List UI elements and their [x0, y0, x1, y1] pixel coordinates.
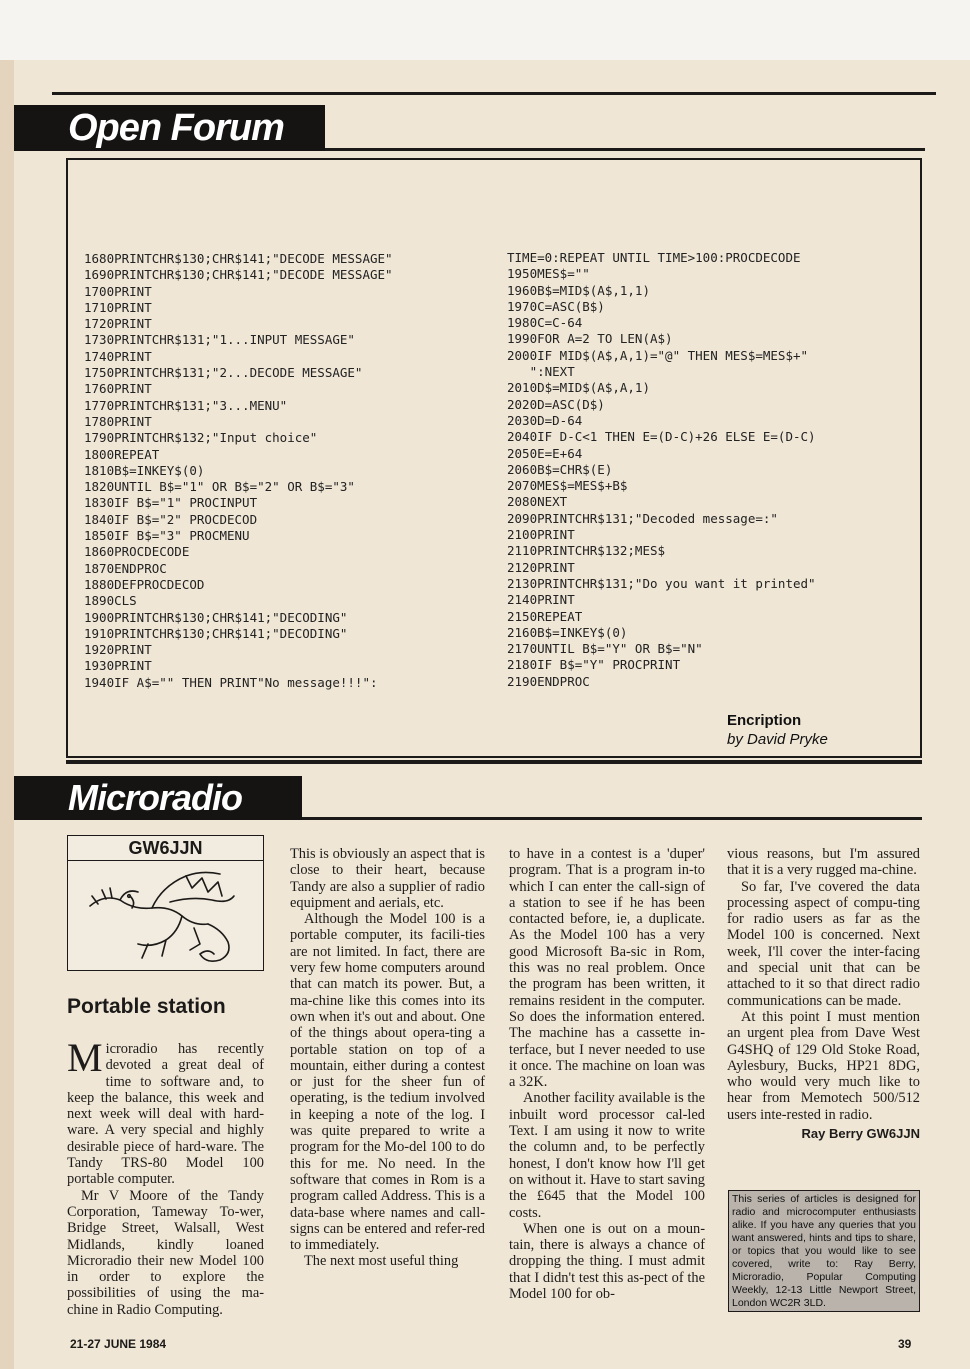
article-column-3 — [509, 846, 705, 1302]
code-line: 1710PRINT — [84, 299, 152, 315]
code-line: 1890CLS — [84, 593, 137, 609]
code-listing-left — [84, 251, 393, 691]
code-line: 2010D$=MID$(A$,A,1) — [507, 380, 650, 396]
code-line: 1930PRINT — [84, 658, 152, 674]
article-paragraph: Mr V Moore of the Tandy Corporation, Tameway To-wer, Bridge Street, Walsall, West Midlands, kindly loaned Microradio their new Model 100 in order to explore the possibilities of using the ma-chine in Radio Computing. — [67, 1187, 264, 1318]
code-line: 2170UNTIL B$="Y" OR B$="N" — [507, 641, 703, 657]
code-line: 1920PRINT — [84, 642, 152, 658]
code-line: 2110PRINTCHR$132;MES$ — [507, 543, 666, 559]
code-line: 1870ENDPROC — [84, 560, 167, 576]
code-line: 1980C=C-64 — [507, 315, 583, 331]
code-line: 2130PRINTCHR$131;"Do you want it printed" — [507, 575, 816, 591]
code-line: 2080NEXT — [507, 494, 568, 510]
callsign-box — [67, 835, 264, 971]
code-line: 2070MES$=MES$+B$ — [507, 478, 628, 494]
scan-margin-left — [0, 60, 14, 1369]
code-line: 1990FOR A=2 TO LEN(A$) — [507, 331, 673, 347]
code-line: 1780PRINT — [84, 413, 152, 429]
code-line: 2150REPEAT — [507, 608, 583, 624]
article-column-2 — [290, 846, 485, 1270]
code-line: 2140PRINT — [507, 592, 575, 608]
article-column-4 — [727, 846, 920, 1142]
article-heading: Portable station — [67, 995, 226, 1018]
code-line: 1900PRINTCHR$130;CHR$141;"DECODING" — [84, 609, 348, 625]
article-paragraph: vious reasons, but I'm assured that it is a very rugged ma-chine. — [727, 846, 920, 879]
code-line: 2120PRINT — [507, 559, 575, 575]
code-line: 1820UNTIL B$="1" OR B$="2" OR B$="3" — [84, 479, 355, 495]
code-line: 1760PRINT — [84, 381, 152, 397]
code-line: 2180IF B$="Y" PROCPRINT — [507, 657, 681, 673]
code-line: 2160B$=INKEY$(0) — [507, 624, 628, 640]
issue-date: 21-27 JUNE 1984 — [70, 1337, 167, 1351]
code-line: 1950MES$="" — [507, 266, 590, 282]
author-signoff: Ray Berry GW6JJN — [801, 1126, 920, 1142]
code-line: 1790PRINTCHR$132;"Input choice" — [84, 430, 318, 446]
code-line: 2100PRINT — [507, 527, 575, 543]
top-rule — [52, 92, 936, 95]
code-line: 2000IF MID$(A$,A,1)="@" THEN MES$=MES$+" — [507, 347, 809, 363]
code-line: 1700PRINT — [84, 283, 152, 299]
code-line: 1840IF B$="2" PROCDECOD — [84, 511, 258, 527]
code-listing-right — [507, 250, 816, 690]
code-line: 1750PRINTCHR$131;"2...DECODE MESSAGE" — [84, 365, 363, 381]
code-line: ":NEXT — [507, 364, 575, 380]
open-forum-banner-rule — [325, 148, 925, 151]
code-line: 1860PROCDECODE — [84, 544, 190, 560]
code-line: 1830IF B$="1" PROCINPUT — [84, 495, 258, 511]
code-line: 2020D=ASC(D$) — [507, 396, 605, 412]
article-column-1 — [67, 1035, 264, 1318]
open-forum-banner — [14, 105, 325, 151]
article-paragraph: to have in a contest is a 'duper' program. That is a program in-to which I can enter the call-sign of a station to see if he has been contacted before, ie, a duplicate. As the Model 100 has a very good Microsoft Ba-sic in Rom, this was no real problem. Once the program has been written, it remains resident in the computer. So does the information entered. The machine has a cassette in-terface, but I never needed to use it once. The machine on loan was a 32K. — [509, 846, 705, 1091]
microradio-banner — [14, 776, 302, 820]
code-line: 1770PRINTCHR$131;"3...MENU" — [84, 397, 288, 413]
code-line: TIME=0:REPEAT UNTIL TIME>100:PROCDECODE — [507, 250, 801, 265]
article-paragraph — [67, 1035, 264, 1188]
program-credit — [727, 711, 828, 749]
code-line: 1850IF B$="3" PROCMENU — [84, 528, 250, 544]
code-line: 1940IF A$="" THEN PRINT"No message!!!": — [84, 674, 378, 690]
article-paragraph: Another facility available is the inbuilt word processor cal-led Text. I am using it now to write the column and, to be perfectly honest, I don't know how I'll get on without it. Have to start saving the £645 that the Model 100 costs. — [509, 1090, 705, 1221]
welsh-dragon-icon — [82, 866, 252, 968]
code-line: 1720PRINT — [84, 316, 152, 332]
article-paragraph: When one is out on a moun-tain, there is always a chance of dropping the thing. I must admit that I didn't test this as-pect of the Model 100 for ob- — [509, 1220, 705, 1303]
section-divider-rule — [66, 760, 922, 764]
article-paragraph: The next most useful thing — [304, 1253, 459, 1270]
microradio-banner-rule — [302, 817, 922, 820]
article-paragraph: Although the Model 100 is a portable computer, its facili-ties are not limited. In fact, there are very few home computers around that can match its power. But, a ma-chine like this comes into its own when it's out and about. One of the things about opera-ting a portable station on top of a mountain, either during a contest or just for the sheer fun of operating, is the tedium involved in keeping a note of the log. I was quite prepared to write a program for the Mo-del 100 to do this for me. No need. In the software that comes in Rom is a program called Address. This is a data-base where names and call-signs can be entered and refer-red to immediately. — [290, 911, 485, 1254]
article-paragraph-text: icroradio has recently devoted a great deal of time to software and, to keep the balance, this week and next week will deal with hard-ware. A very special and highly desirable piece of hard-ware. The Tandy TRS-80 Model 100 portable computer. — [67, 1041, 264, 1188]
code-line: 1970C=ASC(B$) — [507, 298, 605, 314]
code-line: 1690PRINTCHR$130;CHR$141;"DECODE MESSAGE" — [84, 267, 393, 283]
code-line: 2050E=E+64 — [507, 445, 583, 461]
callsign: GW6JJN — [68, 836, 263, 861]
code-line: 1680PRINTCHR$130;CHR$141;"DECODE MESSAGE" — [84, 251, 393, 266]
article-paragraph: This is obviously an aspect that is close to their heart, because Tandy are also a supplier of radio equipment and aerials, etc. — [290, 846, 485, 911]
code-line: 1810B$=INKEY$(0) — [84, 462, 205, 478]
open-forum-title: Open Forum — [68, 106, 284, 149]
article-paragraph: So far, I've covered the data processing aspect of compu-ting for radio users as far as the Model 100 is concerned. Next week, I'll cover the inter-facing and special unit that can be attached to it so that direct radio communications can be made. — [727, 878, 920, 1009]
scan-margin-top — [0, 0, 970, 60]
program-title: Encription — [727, 712, 802, 729]
code-line: 1880DEFPROCDECOD — [84, 576, 205, 592]
article-paragraph: At this point I must mention an urgent plea from Dave West G4SHQ of 129 Old Stoke Road, Aylesbury, Bucks, HP21 8DG, who would very much like to hear from Memotech 500/512 users inte-rested in radio. — [727, 1008, 920, 1123]
microradio-title: Microradio — [68, 777, 243, 818]
code-line: 1740PRINT — [84, 348, 152, 364]
code-line: 2090PRINTCHR$131;"Decoded message=:" — [507, 510, 778, 526]
code-line: 2040IF D-C<1 THEN E=(D-C)+26 ELSE E=(D-C) — [507, 429, 816, 445]
drop-cap: M — [67, 1035, 103, 1080]
code-line: 1730PRINTCHR$131;"1...INPUT MESSAGE" — [84, 332, 355, 348]
code-line: 2060B$=CHR$(E) — [507, 461, 613, 477]
page-number: 39 — [898, 1337, 912, 1351]
code-line: 1910PRINTCHR$130;CHR$141;"DECODING" — [84, 625, 348, 641]
code-line: 1800REPEAT — [84, 446, 160, 462]
code-line: 2190ENDPROC — [507, 673, 590, 689]
code-line: 2030D=D-64 — [507, 412, 583, 428]
contact-notice: This series of articles is designed for radio and microcomputer enthusiasts alike. If you have any queries that you want answered, hints and tips to share, or topics that you would like to see covered, write to: Ray Berry, Microradio, Popular Computing Weekly, 12-13 Little Newport Street, London WC2R 3LD. — [728, 1190, 920, 1312]
program-author: by David Pryke — [727, 731, 828, 748]
code-line: 1960B$=MID$(A$,1,1) — [507, 282, 650, 298]
